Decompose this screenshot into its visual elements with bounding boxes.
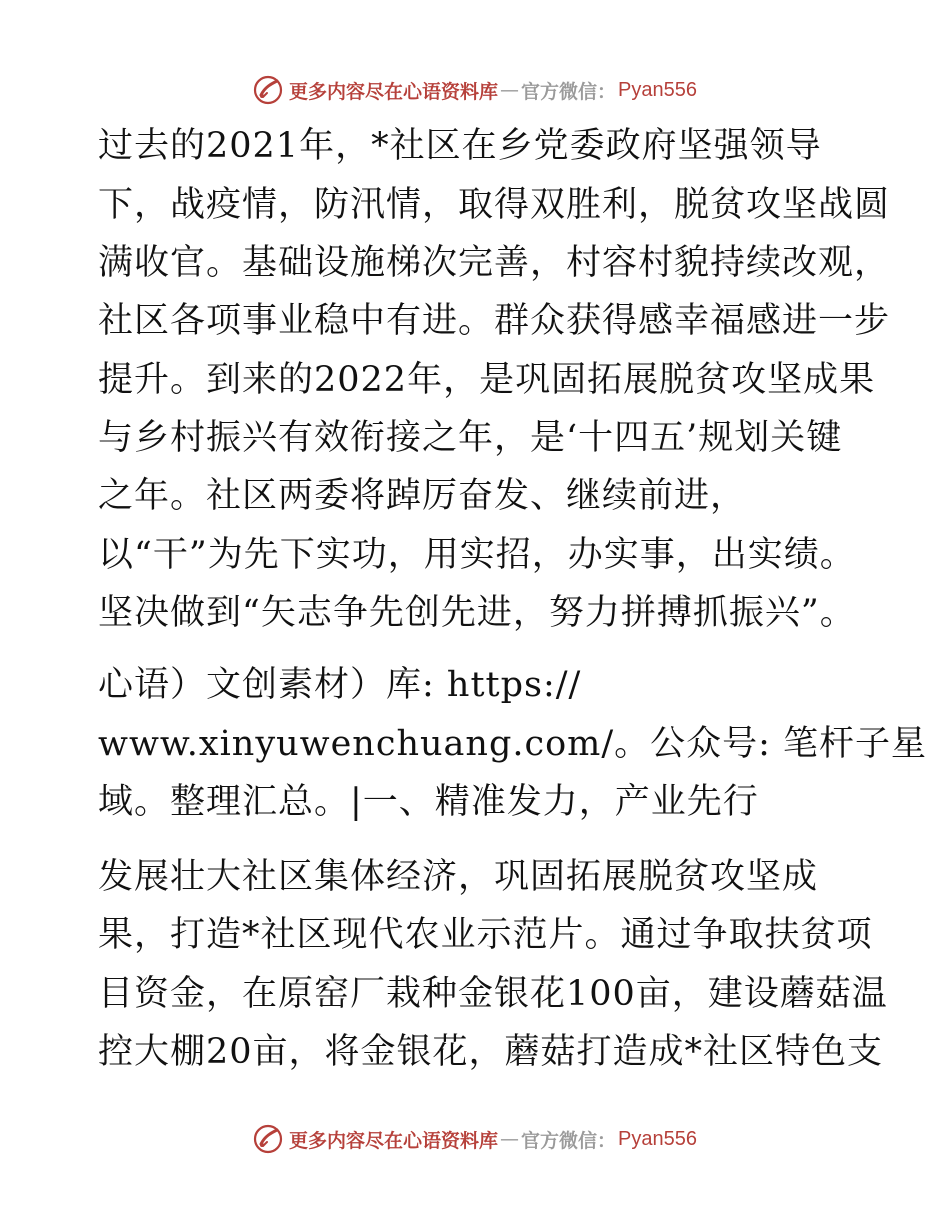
body-line: 心语）文创素材）库: https:// [98,665,582,705]
body-line: 果，打造*社区现代农业示范片。通过争取扶贫项 [98,915,873,955]
banner-wechat-id: Pyan556 [618,1127,697,1150]
brush-seal-icon [253,75,283,105]
body-line: 目资金，在原窑厂栽种金银花100亩，建设蘑菇温 [98,974,888,1014]
body-line: 发展壮大社区集体经济，巩固拓展脱贫攻坚成 [98,857,819,897]
banner-wechat-label: 官方微信： [521,1129,617,1152]
brush-seal-icon [253,1124,283,1154]
banner-separator: — [500,1128,520,1150]
banner-wechat-label: 官方微信： [521,80,617,103]
body-line: 域。整理汇总。|一、精准发力，产业先行 [98,782,759,822]
header-banner [0,70,950,110]
body-line: 下，战疫情，防汛情，取得双胜利，脱贫攻坚战圆 [98,185,891,225]
body-line: 控大棚20亩，将金银花，蘑菇打造成*社区特色支 [98,1032,884,1072]
banner-separator: — [500,79,520,101]
body-line: 坚决做到“矢志争先创先进，努力拼搏抓振兴”。 [98,593,856,633]
banner-brand-text: 更多内容尽在心语资料库 [289,1129,499,1152]
body-line: 以“干”为先下实功，用实招，办实事，出实绩。 [98,535,856,575]
footer-banner [0,1119,950,1159]
body-line: www.xinyuwenchuang.com/。公众号: 笔杆子星 [98,724,928,764]
body-line: 社区各项事业稳中有进。群众获得感幸福感进一步 [98,301,891,341]
body-line: 之年。社区两委将踔厉奋发、继续前进， [98,476,747,516]
body-line: 提升。到来的2022年，是巩固拓展脱贫攻坚成果 [98,360,876,400]
body-line: 过去的2021年，*社区在乡党委政府坚强领导 [98,126,822,166]
banner-wechat-id: Pyan556 [618,78,697,101]
body-line: 与乡村振兴有效衔接之年，是‘十四五’规划关键 [98,418,843,458]
body-line: 满收官。基础设施梯次完善，村容村貌持续改观， [98,243,891,283]
banner-brand-text: 更多内容尽在心语资料库 [289,80,499,103]
